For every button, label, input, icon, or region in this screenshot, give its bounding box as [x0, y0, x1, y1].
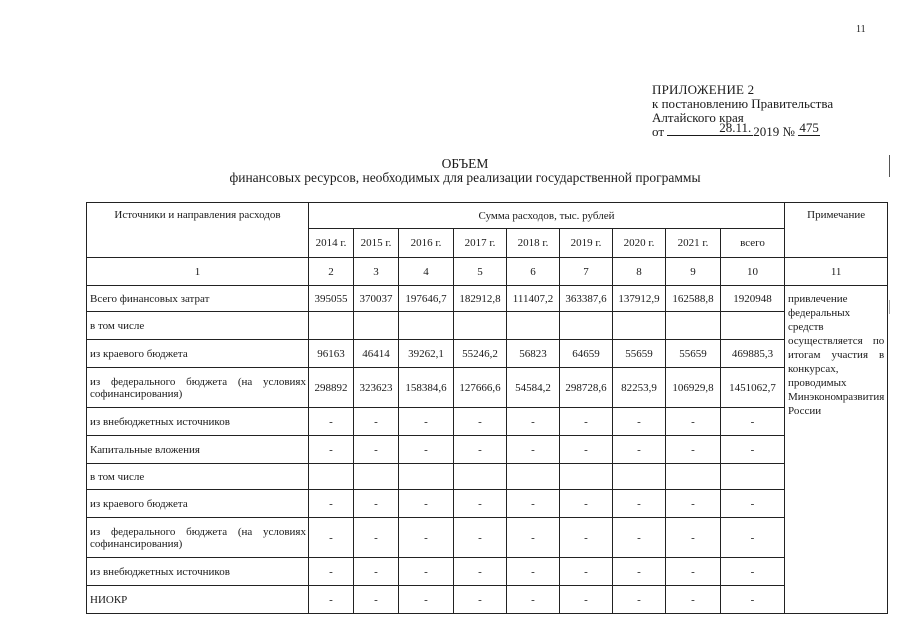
row-label: из федерального бюджета (на условиях софинансирования) — [87, 518, 309, 558]
value-cell: 137912,9 — [613, 286, 666, 312]
value-cell — [507, 312, 560, 340]
value-cell: - — [507, 518, 560, 558]
value-cell: - — [666, 518, 721, 558]
value-cell: - — [613, 558, 666, 586]
value-cell: 1451062,7 — [721, 368, 785, 408]
value-cell: 82253,9 — [613, 368, 666, 408]
row-label: Всего финансовых затрат — [87, 286, 309, 312]
column-number: 4 — [399, 258, 454, 286]
appendix-line-1: к постановлению Правительства — [652, 96, 834, 111]
value-cell: - — [399, 408, 454, 436]
year-header: 2015 г. — [354, 229, 399, 258]
value-cell — [666, 312, 721, 340]
value-cell: - — [560, 490, 613, 518]
finance-table — [86, 202, 888, 614]
header-sum: Сумма расходов, тыс. рублей — [309, 203, 785, 229]
value-cell — [721, 464, 785, 490]
decree-date: 28.11. — [667, 121, 753, 136]
value-cell: 370037 — [354, 286, 399, 312]
value-cell: 162588,8 — [666, 286, 721, 312]
year-header: 2021 г. — [666, 229, 721, 258]
appendix-title: ПРИЛОЖЕНИЕ 2 — [652, 82, 755, 97]
value-cell: - — [721, 586, 785, 614]
value-cell: 55246,2 — [454, 340, 507, 368]
year-header: 2018 г. — [507, 229, 560, 258]
value-cell: - — [613, 490, 666, 518]
value-cell — [354, 312, 399, 340]
value-cell: - — [309, 586, 354, 614]
value-cell: 298892 — [309, 368, 354, 408]
title-line-2: финансовых ресурсов, необходимых для реализации государственной программы — [229, 170, 701, 185]
appendix-line-2: Алтайского края — [652, 110, 744, 125]
value-cell: - — [613, 408, 666, 436]
value-cell: 56823 — [507, 340, 560, 368]
value-cell: - — [666, 586, 721, 614]
value-cell: 1920948 — [721, 286, 785, 312]
row-label: из краевого бюджета — [87, 490, 309, 518]
year-header: 2019 г. — [560, 229, 613, 258]
row-label: НИОКР — [87, 586, 309, 614]
value-cell: - — [721, 518, 785, 558]
value-cell: - — [454, 586, 507, 614]
value-cell: 54584,2 — [507, 368, 560, 408]
header-row-1 — [87, 203, 888, 229]
from-label: от — [652, 124, 665, 139]
table-row — [87, 286, 888, 312]
value-cell — [454, 312, 507, 340]
value-cell: - — [399, 436, 454, 464]
value-cell: - — [399, 586, 454, 614]
value-cell: - — [507, 408, 560, 436]
value-cell: - — [613, 586, 666, 614]
row-label: из федерального бюджета (на условиях софинансирования) — [87, 368, 309, 408]
value-cell: 64659 — [560, 340, 613, 368]
column-number: 3 — [354, 258, 399, 286]
column-number: 1 — [87, 258, 309, 286]
value-cell: 395055 — [309, 286, 354, 312]
header-note: Примечание — [785, 203, 888, 258]
table-row — [87, 464, 888, 490]
value-cell: 39262,1 — [399, 340, 454, 368]
decree-year: 2019 — [753, 124, 780, 139]
value-cell: - — [454, 408, 507, 436]
value-cell: 469885,3 — [721, 340, 785, 368]
value-cell: - — [666, 558, 721, 586]
value-cell — [507, 464, 560, 490]
value-cell: - — [354, 558, 399, 586]
value-cell: 96163 — [309, 340, 354, 368]
value-cell — [560, 312, 613, 340]
value-cell: 197646,7 — [399, 286, 454, 312]
value-cell — [309, 312, 354, 340]
value-cell: - — [721, 408, 785, 436]
value-cell — [613, 464, 666, 490]
value-cell: - — [721, 436, 785, 464]
number-label: № — [782, 124, 795, 139]
value-cell — [721, 312, 785, 340]
table-row — [87, 558, 888, 586]
row-label: Капитальные вложения — [87, 436, 309, 464]
value-cell: - — [560, 518, 613, 558]
value-cell: - — [454, 436, 507, 464]
value-cell: - — [613, 436, 666, 464]
column-number: 11 — [785, 258, 888, 286]
value-cell: - — [507, 436, 560, 464]
year-header: 2016 г. — [399, 229, 454, 258]
value-cell: - — [354, 436, 399, 464]
title-line-1: ОБЪЕМ — [441, 156, 489, 171]
value-cell: 127666,6 — [454, 368, 507, 408]
value-cell — [454, 464, 507, 490]
value-cell: 363387,6 — [560, 286, 613, 312]
value-cell: - — [666, 408, 721, 436]
column-number: 8 — [613, 258, 666, 286]
header-sources: Источники и направления расходов — [87, 203, 309, 258]
value-cell: - — [309, 518, 354, 558]
value-cell: - — [399, 558, 454, 586]
value-cell — [399, 464, 454, 490]
value-cell: - — [454, 518, 507, 558]
value-cell — [613, 312, 666, 340]
value-cell — [666, 464, 721, 490]
value-cell: - — [507, 558, 560, 586]
row-label: из внебюджетных источников — [87, 408, 309, 436]
decree-number: 475 — [799, 120, 819, 135]
column-number: 10 — [721, 258, 785, 286]
value-cell — [309, 464, 354, 490]
value-cell: - — [354, 586, 399, 614]
value-cell: - — [507, 490, 560, 518]
row-label: из краевого бюджета — [87, 340, 309, 368]
value-cell: - — [309, 436, 354, 464]
value-cell — [354, 464, 399, 490]
table-row — [87, 490, 888, 518]
value-cell: - — [354, 408, 399, 436]
row-label: из внебюджетных источников — [87, 558, 309, 586]
value-cell: - — [560, 558, 613, 586]
value-cell — [560, 464, 613, 490]
note-cell — [785, 286, 888, 614]
year-header: всего — [721, 229, 785, 258]
value-cell: 111407,2 — [507, 286, 560, 312]
table-row — [87, 340, 888, 368]
value-cell: - — [454, 558, 507, 586]
value-cell: - — [399, 490, 454, 518]
value-cell: - — [721, 490, 785, 518]
column-number: 9 — [666, 258, 721, 286]
value-cell: 46414 — [354, 340, 399, 368]
note-text: привлечение федеральных средств осуществляется по итогам участия в конкурсах, проводимых Минэкономразвития России — [788, 293, 885, 417]
table-row — [87, 408, 888, 436]
page-number: 11 — [856, 24, 866, 35]
value-cell: - — [309, 490, 354, 518]
value-cell: - — [454, 490, 507, 518]
table-row — [87, 436, 888, 464]
row-label: в том числе — [87, 312, 309, 340]
value-cell: - — [309, 558, 354, 586]
column-number: 7 — [560, 258, 613, 286]
value-cell: 106929,8 — [666, 368, 721, 408]
margin-mark — [889, 300, 890, 314]
table-row — [87, 368, 888, 408]
value-cell: - — [560, 408, 613, 436]
year-header: 2017 г. — [454, 229, 507, 258]
year-header: 2014 г. — [309, 229, 354, 258]
column-number: 6 — [507, 258, 560, 286]
appendix-block — [652, 83, 833, 140]
value-cell — [399, 312, 454, 340]
value-cell: 182912,8 — [454, 286, 507, 312]
year-header: 2020 г. — [613, 229, 666, 258]
value-cell: 55659 — [613, 340, 666, 368]
document-title — [160, 157, 770, 185]
value-cell: - — [666, 490, 721, 518]
value-cell: 158384,6 — [399, 368, 454, 408]
value-cell: - — [354, 518, 399, 558]
value-cell: - — [507, 586, 560, 614]
table-row — [87, 518, 888, 558]
value-cell: - — [721, 558, 785, 586]
value-cell: 323623 — [354, 368, 399, 408]
value-cell: - — [399, 518, 454, 558]
value-cell: 298728,6 — [560, 368, 613, 408]
value-cell: - — [613, 518, 666, 558]
value-cell: - — [560, 586, 613, 614]
appendix-date-line — [652, 120, 833, 140]
value-cell: - — [560, 436, 613, 464]
value-cell: - — [309, 408, 354, 436]
margin-mark — [889, 155, 890, 177]
table-row — [87, 312, 888, 340]
row-label: в том числе — [87, 464, 309, 490]
value-cell: 55659 — [666, 340, 721, 368]
column-numbers-row — [87, 258, 888, 286]
column-number: 5 — [454, 258, 507, 286]
column-number: 2 — [309, 258, 354, 286]
value-cell: - — [354, 490, 399, 518]
value-cell: - — [666, 436, 721, 464]
table-row — [87, 586, 888, 614]
